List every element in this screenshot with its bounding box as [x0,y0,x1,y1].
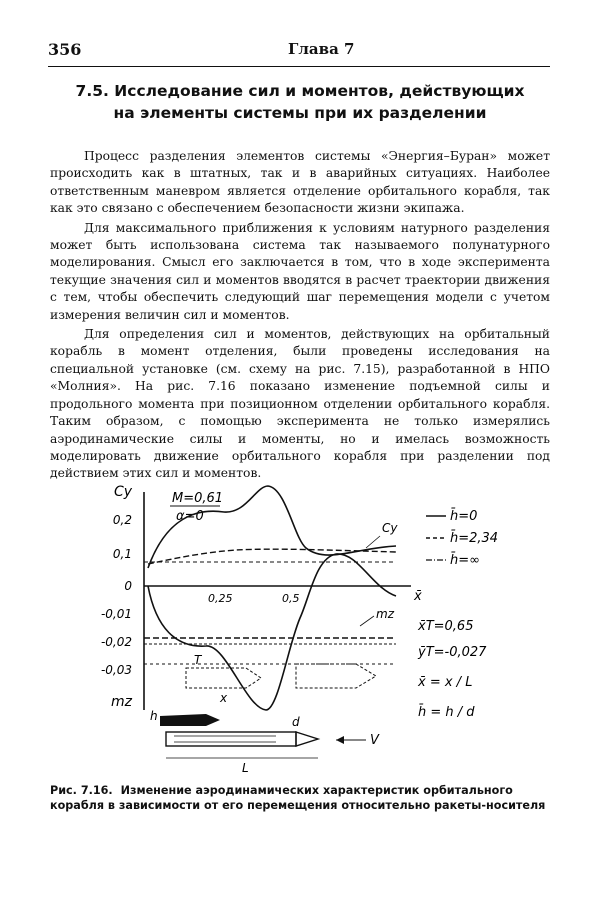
dim-label-T: T [194,653,202,667]
dim-label-V: V [370,733,379,748]
figure-graph [96,478,536,778]
legend-label: h̄=0 [450,509,478,524]
param-yt: ȳT=-0,027 [418,645,487,660]
paragraph: Процесс разделения элементов системы «Энергия–Буран» может происходить как в штатных, так и в аварийных ситуациях. Наиболее ответственным маневром является отделение орбитального корабля, так как это связано с обеспечением безопасности жизни экипажа. [50,149,550,216]
alpha-condition: α=0 [176,509,204,524]
section-title [60,80,540,124]
chapter-title: Глава 7 [288,40,355,58]
mz-axis-label: mz [111,694,132,710]
x-axis-label: x̄ [414,589,422,604]
mz-curve-label: mz [376,607,394,621]
legend-label: h̄=∞ [450,553,480,568]
cy-curve-label: Cy [382,521,398,535]
y-tick-label: 0,1 [112,547,132,561]
caption-text: Изменение аэродинамических характеристик орбитального корабля в зависимости от его перемещения относительно ракеты-носителя [50,784,546,812]
formula-x: x̄ = x / L [418,675,473,690]
leader-line [366,536,380,548]
y-tick-label: -0,03 [100,663,132,677]
carrier-rocket-nose [296,732,318,746]
formula-h: h̄ = h / d [418,705,475,720]
paragraph: Для определения сил и моментов, действующих на орбитальный корабль в момент отделения, были проведены исследования на специальной установке (см. схему на рис. 7.15), разработанной в НПО «Молния». На рис. 7.16 показано изменение подъемной силы и продольного момента при позиционном отделении орбитального корабля. Таким образом, с помощью эксперимента не только измерялись аэродинамические силы и моменты, но и имелась возможность моделировать движение орбитального корабля при разделении под действием этих сил и моментов. [50,327,550,481]
arrow-head-icon [336,736,344,744]
section-title-line1: 7.5. Исследование сил и моментов, действующих [75,82,525,100]
mach-condition: M=0,61 [172,491,224,506]
figure-caption [50,783,550,813]
y-tick-label: 0,2 [112,513,132,527]
body-text [50,148,550,485]
leader-line [360,616,374,626]
mz-curve-h0 [148,554,396,710]
x-tick-label: 0,5 [282,592,300,605]
orbiter-outline [186,668,261,688]
dim-label-d: d [292,715,300,729]
figure-7-16 [96,478,536,778]
dim-label-h: h [150,709,158,723]
header-rule [48,66,550,67]
dim-label-x: x [220,691,228,705]
section-title-line2: на элементы системы при их разделении [113,104,487,122]
legend-label: h̄=2,34 [450,531,499,546]
x-tick-label: 0,25 [208,592,233,605]
page-header [48,40,550,66]
page-number: 356 [48,40,82,59]
dim-label-L: L [242,761,249,775]
param-xt: x̄T=0,65 [418,619,474,634]
cy-axis-label: Cy [113,484,132,500]
y-tick-label: -0,02 [100,635,132,649]
orbiter-solid-icon [160,714,220,726]
carrier-rocket-body [166,732,296,746]
paragraph: Для максимального приближения к условиям натурного разделения может быть использована система так называемого полунатурного моделирования. Смысл его заключается в том, что в ходе эксперимента текущие значения сил и моментов вводятся в расчет траектории движения с тем, чтобы обеспечить следующий шаг перемещения модели с учетом измерения величин сил и моментов. [50,220,550,322]
y-tick-label: 0 [124,579,132,593]
orbiter-outline [296,664,376,688]
y-tick-label: -0,01 [100,607,132,621]
caption-label: Рис. 7.16. [50,784,113,797]
